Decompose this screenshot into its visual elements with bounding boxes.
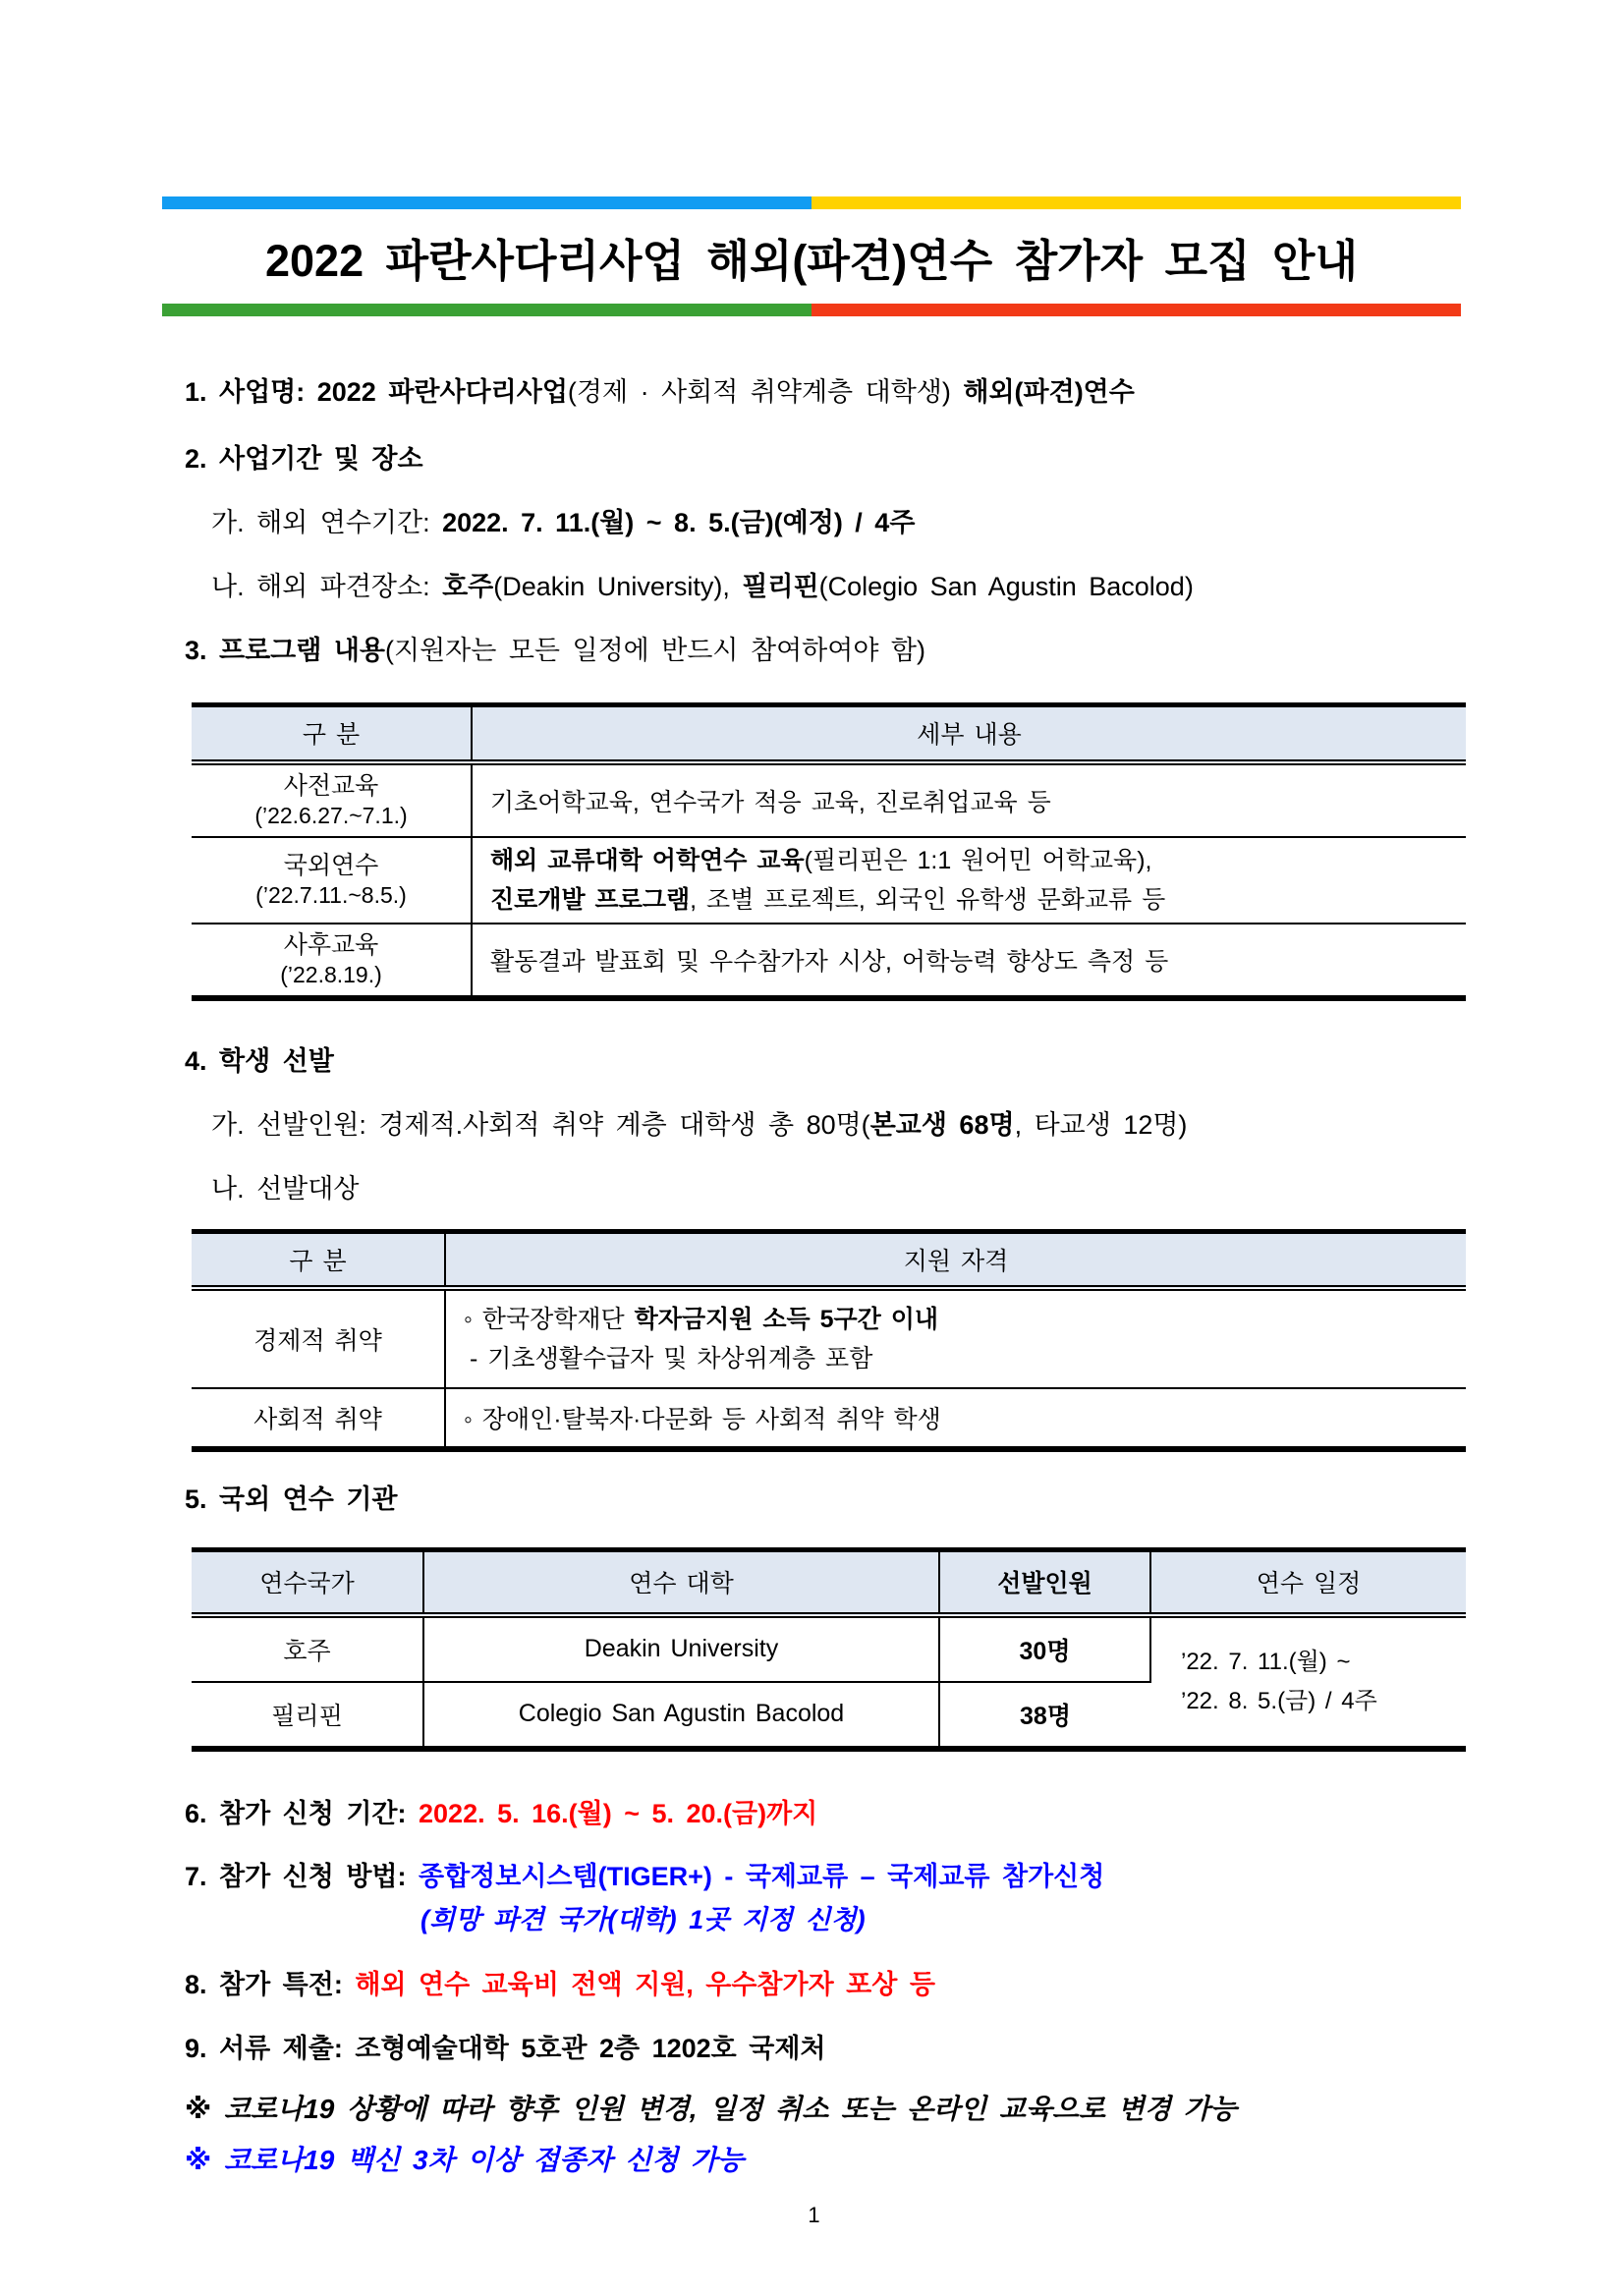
item-2b-country-1: 호주 <box>442 572 494 601</box>
detail-line-1 <box>490 841 1466 880</box>
institutions-row1-country: 호주 <box>192 1615 423 1682</box>
detail-bold: 해외 교류대학 어학연수 교육 <box>490 846 805 874</box>
banner-top-bar <box>162 196 1461 209</box>
detail-line-1 <box>464 1300 1466 1339</box>
table-row <box>192 1615 1466 1682</box>
program-table <box>192 702 1466 1001</box>
item-8-label: 8. 참가 특전: <box>185 1969 356 1999</box>
item-2b-univ-1: (Deakin University), <box>493 572 743 601</box>
page-number: 1 <box>808 2202 820 2227</box>
table-row <box>192 705 1466 762</box>
eligibility-table <box>192 1229 1466 1453</box>
eligibility-table-body <box>192 1288 1466 1449</box>
item-2a-value: 2022. 7. 11.(월) ~ 8. 5.(금)(예정) / 4주 <box>442 508 916 537</box>
banner-bottom-bar <box>162 304 1461 316</box>
institutions-col-schedule: 연수 일정 <box>1150 1550 1466 1615</box>
item-2b-dispatch-place <box>211 570 1466 603</box>
title-banner <box>162 196 1461 316</box>
program-row3-detail: 활동결과 발표회 및 우수참가자 시상, 어학능력 향상도 측정 등 <box>490 947 1169 976</box>
item-4a-label: 가. 선발인원: 경제적.사회적 취약 계층 대학생 총 80명( <box>211 1109 870 1140</box>
category-name: 사후교육 <box>283 930 379 959</box>
item-3-program <box>185 634 1466 667</box>
item-4a-bold: 본교생 68명 <box>869 1109 1015 1140</box>
note-covid-vaccine: ※ 코로나19 백신 3차 이상 접종자 신청 가능 <box>185 2144 745 2175</box>
item-1-lead: 1. 사업명: 2022 파란사다리사업 <box>185 377 568 407</box>
institutions-row1-university: Deakin University <box>423 1615 939 1682</box>
item-5-institutions: 5. 국외 연수 기관 <box>185 1484 398 1514</box>
detail-bold: 진로개발 프로그램 <box>490 885 691 914</box>
item-3-lead: 3. 프로그램 내용 <box>185 636 386 665</box>
bar-segment-yellow <box>812 196 1461 209</box>
detail-line-2: - 기초생활수급자 및 차상위계층 포함 <box>470 1345 873 1372</box>
note-covid-change: ※ 코로나19 상황에 따라 향후 인원 변경, 일정 취소 또는 온라인 교육으로 변경 가능 <box>185 2093 1237 2124</box>
detail-regular: , 조별 프로젝트, 외국인 유학생 문화교류 등 <box>690 885 1166 914</box>
item-9-document-submission: 9. 서류 제출: 조형예술대학 5호관 2층 1202호 국제처 <box>185 2033 826 2063</box>
category-date: (’22.8.19.) <box>280 961 382 987</box>
page-title: 2022 파란사다리사업 해외(파견)연수 참가자 모집 안내 <box>265 236 1358 286</box>
institutions-table-body <box>192 1615 1466 1749</box>
institutions-row2-university: Colegio San Agustin Bacolod <box>423 1682 939 1749</box>
eligibility-row1-detail <box>445 1288 1466 1388</box>
institutions-col-country: 연수국가 <box>192 1550 423 1615</box>
item-7-application-method <box>185 1860 1466 1893</box>
eligibility-table-head <box>192 1231 1466 1288</box>
institutions-col-count: 선발인원 <box>939 1550 1150 1615</box>
table-row <box>192 924 1466 998</box>
program-table-body <box>192 762 1466 998</box>
institutions-row2-count: 38명 <box>1020 1702 1071 1730</box>
table-row <box>192 837 1466 924</box>
table-row <box>192 1231 1466 1288</box>
program-row2-category <box>192 837 472 924</box>
item-7-note: (희망 파견 국가(대학) 1곳 지정 신청) <box>420 1904 866 1934</box>
institutions-table <box>192 1547 1466 1752</box>
item-4a-selection-count <box>211 1108 1466 1142</box>
institutions-row2-country: 필리핀 <box>192 1682 423 1749</box>
item-8-benefits <box>185 1968 1466 2001</box>
item-2b-country-2: 필리핀 <box>742 572 819 601</box>
item-1-paren: (경제 · 사회적 취약계층 대학생) <box>567 377 964 407</box>
program-col-detail: 세부 내용 <box>472 705 1466 762</box>
institutions-table-head <box>192 1550 1466 1615</box>
item-6-value: 2022. 5. 16.(월) ~ 5. 20.(금)까지 <box>419 1798 818 1828</box>
item-7-label: 7. 참가 신청 방법: <box>185 1861 420 1891</box>
detail-line-2 <box>490 880 1466 920</box>
item-2-period-place: 2. 사업기간 및 장소 <box>185 444 423 474</box>
category-date: (’22.7.11.~8.5.) <box>255 881 407 908</box>
program-row1-detail: 기초어학교육, 연수국가 적응 교육, 진로취업교육 등 <box>472 762 1466 837</box>
eligibility-row2-detail: ◦ 장애인·탈북자·다문화 등 사회적 취약 학생 <box>464 1406 941 1433</box>
eligibility-row2-category: 사회적 취약 <box>192 1388 445 1449</box>
item-4-student-selection: 4. 학생 선발 <box>185 1045 334 1076</box>
bar-segment-blue <box>162 196 812 209</box>
table-row <box>192 762 1466 837</box>
detail-regular: (필리핀은 1:1 원어민 어학교육), <box>804 846 1152 874</box>
schedule-line-2: ’22. 8. 5.(금) / 4주 <box>1181 1687 1377 1714</box>
item-6-label: 6. 참가 신청 기간: <box>185 1798 420 1828</box>
institutions-row1-count: 30명 <box>939 1615 1150 1682</box>
program-row1-category <box>192 762 472 837</box>
schedule-line-1: ’22. 7. 11.(월) ~ <box>1181 1648 1351 1675</box>
detail-regular: ◦ 한국장학재단 <box>464 1306 635 1333</box>
item-2b-label: 나. 해외 파견장소: <box>211 572 443 601</box>
program-row3-category <box>192 924 472 998</box>
category-name: 사전교육 <box>283 771 379 800</box>
program-table-head <box>192 705 1466 762</box>
table-row <box>192 1550 1466 1615</box>
category-name: 국외연수 <box>283 851 379 879</box>
item-4b-selection-target: 나. 선발대상 <box>211 1173 360 1204</box>
item-3-paren: (지원자는 모든 일정에 반드시 참여하여야 함) <box>385 636 925 665</box>
eligibility-col-qualification: 지원 자격 <box>445 1231 1466 1288</box>
item-4a-tail: , 타교생 12명) <box>1014 1109 1188 1140</box>
eligibility-col-category: 구 분 <box>192 1231 445 1288</box>
detail-bold: 학자금지원 소득 5구간 이내 <box>634 1306 939 1333</box>
table-row <box>192 1388 1466 1449</box>
category-date: (’22.6.27.~7.1.) <box>254 802 408 828</box>
bar-segment-red <box>812 304 1461 316</box>
item-2a-training-period <box>211 506 1466 539</box>
item-1-project-name <box>185 375 1466 409</box>
program-col-category: 구 분 <box>192 705 472 762</box>
institutions-schedule-cell <box>1150 1615 1466 1749</box>
item-2a-label: 가. 해외 연수기간: <box>211 508 443 537</box>
institutions-col-university: 연수 대학 <box>423 1550 939 1615</box>
item-8-value: 해외 연수 교육비 전액 지원, 우수참가자 포상 등 <box>355 1969 935 1999</box>
bar-segment-green <box>162 304 812 316</box>
item-2b-univ-2: (Colegio San Agustin Bacolod) <box>818 572 1194 601</box>
item-7-value: 종합정보시스템(TIGER+) - 국제교류 – 국제교류 참가신청 <box>419 1861 1105 1891</box>
program-row2-detail <box>472 837 1466 924</box>
table-row <box>192 1288 1466 1388</box>
item-1-tail: 해외(파견)연수 <box>963 377 1135 407</box>
item-6-application-period <box>185 1797 1466 1830</box>
eligibility-row1-category: 경제적 취약 <box>192 1288 445 1388</box>
